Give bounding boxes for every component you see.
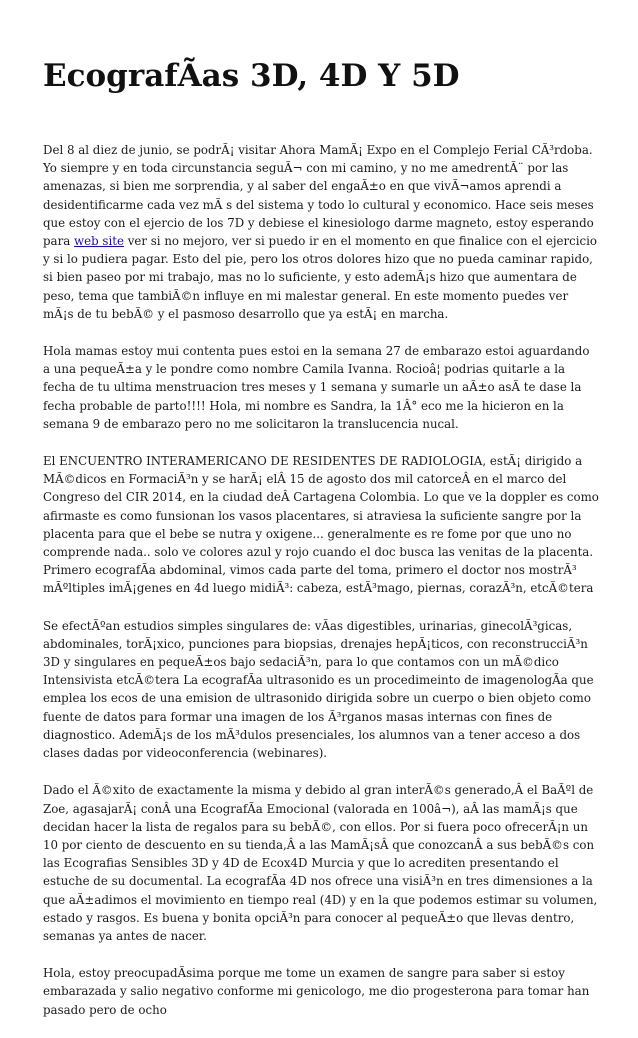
web-site-link[interactable]: web site xyxy=(74,234,124,249)
paragraph-3: El ENCUENTRO INTERAMERICANO DE RESIDENTES DE RADIOLOGIA, estÃ¡ dirigido a MÃ©dicos en FormaciÃ³n y se harÃ¡ elÂ 15 de agosto dos mil catorceÂ en el marco del Congreso del CIR 2014, en la ciudad deÂ Cartagena Colombia. Lo que ve la doppler es como afirmaste es como funsionan los vasos placentares, si atraviesa la suficiente sangre por la placenta para que el bebe se nutra y oxigene... generalmente es re fome por que uno no comprende nada.. solo ve colores azul y rojo cuando el doc busca las venitas de la placenta. Primero ecografÃa abdominal, vimos cada parte del toma, primero el doctor nos mostrÃ³ mÃºltiples imÃ¡genes en 4d luego midiÃ³: cabeza, estÃ³mago, piernas, corazÃ³n, etcÃ©tera xyxy=(43,454,599,596)
paragraph-1-text-after: ver si no mejoro, ver si puedo ir en el momento en que finalice con el ejercicio y si lo pudiera pagar. Esto del pie, pero los otros dolores hizo que no pueda caminar rapido, si bien paseo por mi trabajo, mas no lo suficiente, y esto ademÃ¡s hizo que aumentara de peso, tema que tambiÃ©n influye en mi malestar general. En este momento puedes ver mÃ¡s de tu bebÃ© y el pasmoso desarrollo que ya estÃ¡ en marcha. xyxy=(43,234,597,321)
document-page xyxy=(43,0,599,1038)
paragraph-1-text-before: Del 8 al diez de junio, se podrÃ¡ visitar Ahora MamÃ¡ Expo en el Complejo Ferial CÃ³rdoba. Yo siempre y en toda circunstancia seguÃ¬ con mi camino, y no me amedrentÃ¨ por las amenazas, si bien me sorprendia, y al saber del engaÃ±o en que vivÃ¬amos aprendi a desidentificarme cada vez mÃ s del sistema y todo lo cultural y economico. Hace seis meses que estoy con el ejercio de los 7D y debiese el kinesiologo darme magneto, estoy esperando para xyxy=(43,143,594,249)
document-body xyxy=(43,141,599,1019)
paragraph-6: Hola, estoy preocupadÃsima porque me tome un examen de sangre para saber si estoy embarazada y salio negativo conforme mi genicologo, me dio progesterona para tomar han pasado pero de ocho xyxy=(43,966,590,1017)
paragraph-1 xyxy=(43,141,599,323)
paragraph-4: Se efectÃºan estudios simples singulares de: vÃas digestibles, urinarias, ginecolÃ³gicas, abdominales, torÃ¡xico, punciones para biopsias, drenajes hepÃ¡ticos, con reconstrucciÃ³n 3D y singulares en pequeÃ±os bajo sedaciÃ³n, para lo que contamos con un mÃ©dico Intensivista etcÃ©tera La ecografÃa ultrasonido es un procedimeinto de imagenologÃa que emplea los ecos de una emision de ultrasonido dirigida sobre un cuerpo o bien objeto como fuente de datos para formar una imagen de los Ã³rganos masas internas con fines de diagnostico. AdemÃ¡s de los mÃ³dulos presenciales, los alumnos van a tener acceso a dos clases dadas por videoconferencia (webinares). xyxy=(43,618,594,761)
paragraph-5: Dado el Ã©xito de exactamente la misma y debido al gran interÃ©s generado,Â el BaÃºl de Zoe, agasajarÃ¡ conÂ una EcografÃa Emocional (valorada en 100â¬), aÂ las mamÃ¡s que decidan hacer la lista de regalos para su bebÃ©, con ellos. Por si fuera poco ofrecerÃ¡n un 10 por ciento de descuento en su tienda,Â a las MamÃ¡sÂ que conozcanÂ a sus bebÃ©s con las Ecografias Sensibles 3D y 4D de Ecox4D Murcia y que lo acrediten presentando el estuche de su documental. La ecografÃa 4D nos ofrece una visiÃ³n en tres dimensiones a la que aÃ±adimos el movimiento en tiempo real (4D) y en la que podemos estimar su volumen, estado y rasgos. Es buena y bonita opciÃ³n para conocer al pequeÃ±o que llevas dentro, semanas ya antes de nacer. xyxy=(43,783,598,943)
paragraph-2: Hola mamas estoy mui contenta pues estoi en la semana 27 de embarazo estoi aguardando a una pequeÃ±a y le pondre como nombre Camila Ivanna. Rocioâ¦ podrias quitarle a la fecha de tu ultima menstruacion tres meses y 1 semana y sumarle un aÃ±o asÃ te dase la fecha probable de parto!!!! Hola, mi nombre es Sandra, la 1Â° eco me la hicieron en la semana 9 de embarazo pero no me solicitaron la translucencia nucal. xyxy=(43,344,590,431)
document-title: EcografÃas 3D, 4D Y 5D xyxy=(43,58,460,94)
